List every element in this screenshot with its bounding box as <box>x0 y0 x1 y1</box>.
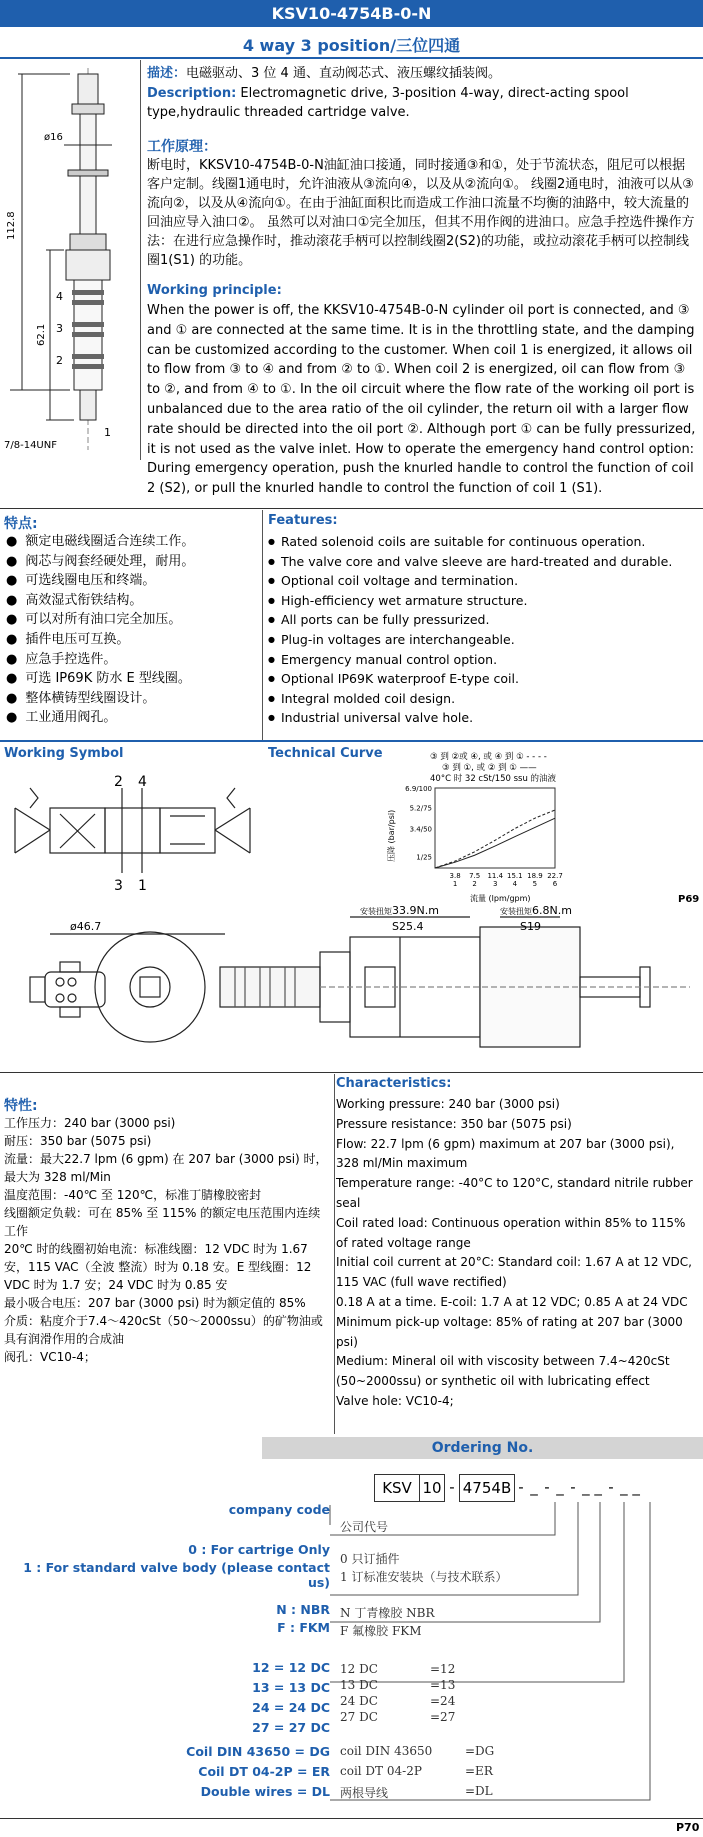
order-option: company code <box>228 1502 330 1517</box>
list-item: ● Optional IP69K waterproof E-type coil. <box>268 669 698 689</box>
code-part: - <box>570 1478 576 1496</box>
code-part: - <box>449 1478 455 1496</box>
order-option-zh: F 氟橡胶 FKM <box>340 1624 422 1638</box>
list-item: ● 阀芯与阀套经硬处理，耐用。 <box>6 552 261 572</box>
code-part: _ <box>530 1478 538 1496</box>
technical-curve-chart <box>375 783 595 908</box>
y-tick-label: 5.2/75 <box>409 804 432 813</box>
order-option-val: =13 <box>430 1678 456 1692</box>
ordering-rows <box>0 1500 703 1830</box>
x-tick-label: 7.5 <box>469 872 481 880</box>
divider <box>0 1072 703 1073</box>
order-option: 1 : For standard valve body (please contact us) <box>23 1560 330 1590</box>
order-option: 13 = 13 DC <box>252 1680 330 1695</box>
curve-legend <box>430 752 590 785</box>
characteristics-zh-heading: 特性: <box>4 1098 38 1114</box>
principle-en-text: When the power is off, the KKSV10-4754B-0-N cylinder oil port is connected, and ③ and ① are connected at the same time. It is in the throttling state, and the damping can be customized according to the customer. When coil 1 is energized, it allows oil to flow from ③ to ④ and from ② to ①. When coil 2 is energized, oil can flow from ③ to ②, and from ④ to ①. In the oil circuit where the flow rate of the working oil port is unbalanced due to the area ratio of the oil cylinder, the return oil with a larger flow rate should be directed into the oil port ②. Although port ① can be fully pressurized, it is not used as the valve inlet. How to operate the emergency hand control option: During emergency operation, push the knurled handle to control the function of coil 2 (S2), or pull the knurled handle to control the function of coil 1 (S1). <box>147 303 696 497</box>
order-option-zh: N 丁青橡胶 NBR <box>340 1606 435 1620</box>
divider <box>0 740 703 742</box>
divider <box>0 57 703 59</box>
symbol-heading: Working Symbol <box>4 746 124 761</box>
order-option: Coil DIN 43650 = DG <box>186 1744 330 1759</box>
order-option-val: =DG <box>465 1744 495 1758</box>
list-item: ● Optional coil voltage and termination. <box>268 571 698 591</box>
code-part: _ <box>556 1478 564 1496</box>
code-part: KSV <box>374 1474 420 1502</box>
list-item: ● Industrial universal valve hole. <box>268 708 698 728</box>
char-line: 流量：最大22.7 lpm (6 gpm) 在 207 bar (3000 psi) 时，最大为 328 ml/Min <box>4 1152 328 1184</box>
char-line: Medium: Mineral oil with viscosity between 7.4~420cSt (50~2000ssu) or synthetic oil with lubricating effect <box>336 1354 670 1389</box>
char-line: 20℃ 时的线圈初始电流：标准线圈：12 VDC 时为 1.67 安，115 VAC（全波 整流）时为 0.18 安。E 型线圈：12 VDC 时为 1.7 安；24 VDC 时为 0.85 安 <box>4 1242 312 1292</box>
legend-line-3: 40°C 时 32 cSt/150 ssu 的油液 <box>430 774 557 784</box>
char-line: 工作压力：240 bar (3000 psi) <box>4 1116 176 1130</box>
dim-lower: 62.1 <box>36 323 47 346</box>
dimension-drawing <box>0 60 140 460</box>
order-option-zh: 24 DC <box>340 1694 378 1708</box>
list-item: ● All ports can be fully pressurized. <box>268 610 698 630</box>
x-tick-label: 15.1 <box>507 872 523 880</box>
char-line: Initial coil current at 20°C: Standard coil: 1.67 A at 12 VDC, 115 VAC (full wave rectified) <box>336 1255 692 1290</box>
char-line: Temperature range: -40°C to 120°C, standard nitrile rubber seal <box>336 1176 693 1210</box>
principle-en-heading: Working principle: <box>147 283 282 298</box>
assembly-drawing <box>0 904 703 1052</box>
divider <box>0 1818 703 1819</box>
code-part: - <box>544 1478 550 1496</box>
list-item: ● 整体横铸型线圈设计。 <box>6 689 261 709</box>
x-tick-label: 3.8 <box>449 872 461 880</box>
char-line: 阀孔：VC10-4； <box>4 1350 96 1364</box>
legend-line-2: ③ 到 ①, 或 ② 到 ① —— <box>442 763 537 773</box>
dim-overall: 112.8 <box>6 211 17 240</box>
y-tick-label: 6.9/100 <box>405 785 432 793</box>
code-part: - <box>608 1478 614 1496</box>
order-option-zh: 13 DC <box>340 1678 378 1692</box>
page-title: KSV10-4754B-0-N <box>0 0 703 27</box>
list-item: ● 高效湿式衔铁结构。 <box>6 591 261 611</box>
y-tick-label: 3.4/50 <box>409 825 432 834</box>
order-option: 0 : For cartrige Only <box>188 1542 330 1557</box>
order-option: Double wires = DL <box>200 1784 330 1799</box>
code-part: 4754B <box>459 1474 515 1502</box>
code-part: _ _ <box>582 1478 602 1496</box>
char-line: 介质：粘度介于7.4～420cSt（50～2000ssu）的矿物油或具有润滑作用的合成油 <box>4 1314 323 1346</box>
char-line: 耐压：350 bar (5075 psi) <box>4 1134 152 1148</box>
series-line-1 <box>435 810 555 868</box>
page-number: P69 <box>678 894 700 905</box>
principle-zh-heading: 工作原理： <box>147 139 217 155</box>
list-item: ● 可以对所有油口完全加压。 <box>6 610 261 630</box>
port-label: 1 <box>138 878 147 894</box>
principle-zh-text: 断电时，KKSV10-4754B-0-N油缸油口接通，同时接通③和①，处于节流状态，阻尼可以根据客户定制。线圈1通电时，允许油液从③流向④，以及从②流向①。 线圈2通电时，油液可以从③流向②，以及从④流向①。在由于油缸面积比而造成工作油口流量不均衡的油路中，较大流量的回油应导入油口②。 虽然可以对油口①完全加压，但其不用作阀的进油口。应急手控选件操作方法：在进行应急操作时，推动滚花手柄可以控制线圈2(S2)的功能，或拉动滚花手柄可以控制线圈1(S1) 的功能。 <box>147 158 695 268</box>
list-item: ● 可选线圈电压和终端。 <box>6 571 261 591</box>
char-line: Valve hole: VC10-4; <box>336 1393 454 1408</box>
order-option-zh: 0 只订插件 <box>340 1552 400 1566</box>
port-label: 2 <box>114 774 123 790</box>
char-line: 线圈额定负载：可在 85% 至 115% 的额定电压范围内连续工作 <box>4 1206 321 1238</box>
features-en-heading: Features: <box>268 513 338 528</box>
order-option-val: =12 <box>430 1662 456 1676</box>
features-zh-heading: 特点: <box>4 516 38 532</box>
features-en-list <box>268 532 698 728</box>
char-line: 0.18 A at a time. E-coil: 1.7 A at 12 VDC; 0.85 A at 24 VDC <box>336 1294 688 1309</box>
hydraulic-symbol <box>10 774 260 898</box>
port-label: 3 <box>114 878 123 894</box>
page-subtitle: 4 way 3 position/三位四通 <box>242 36 461 55</box>
x-tick-label: 22.7 <box>547 872 563 880</box>
torque2-label: 安装扭矩 <box>500 907 532 916</box>
wrench2-size: S19 <box>520 920 541 933</box>
characteristics-zh <box>4 1114 329 1366</box>
list-item: ● 可选 IP69K 防水 E 型线圈。 <box>6 669 261 689</box>
x-tick-label: 2 <box>472 880 477 888</box>
port-label: 4 <box>56 290 63 303</box>
port-label: 1 <box>104 426 111 439</box>
order-option-val: =DL <box>465 1784 493 1798</box>
x-tick-label: 11.4 <box>487 872 504 880</box>
x-tick-label: 6 <box>552 880 558 888</box>
order-option: F : FKM <box>277 1620 330 1635</box>
code-part: 10 <box>420 1474 445 1502</box>
torque1-value: 33.9N.m <box>392 904 439 917</box>
port-label: 2 <box>56 354 63 367</box>
ordering-code <box>374 1474 643 1502</box>
order-option: N : NBR <box>276 1602 330 1617</box>
description-zh: 描述：电磁驱动、3 位 4 通、直动阀芯式、液压螺纹插装阀。 <box>147 66 501 81</box>
list-item: ● 插件电压可互换。 <box>6 630 261 650</box>
torque2-value: 6.8N.m <box>532 904 572 917</box>
x-tick-label: 3 <box>493 880 498 888</box>
series-line-2 <box>435 818 555 868</box>
order-option-zh: 公司代号 <box>340 1520 389 1534</box>
dim-diameter: ø16 <box>44 132 63 143</box>
characteristics-en-heading: Characteristics: <box>336 1076 452 1091</box>
wrench1-size: S25.4 <box>392 920 424 933</box>
order-option-zh: 两根导线 <box>340 1786 389 1800</box>
divider <box>0 508 703 509</box>
char-line: Pressure resistance: 350 bar (5075 psi) <box>336 1116 572 1131</box>
column-divider <box>140 60 141 460</box>
order-option: Coil DT 04-2P = ER <box>198 1764 330 1779</box>
plot-frame <box>435 788 555 868</box>
char-line: Working pressure: 240 bar (3000 psi) <box>336 1097 560 1111</box>
order-option-zh: coil DIN 43650 <box>340 1744 433 1758</box>
order-option-zh: 27 DC <box>340 1710 378 1724</box>
characteristics-en <box>336 1095 699 1412</box>
y-tick-label: 1/25 <box>416 853 432 862</box>
order-option: 24 = 24 DC <box>252 1700 330 1715</box>
order-option-val: =ER <box>465 1764 493 1778</box>
list-item: ● The valve core and valve sleeve are hard-treated and durable. <box>268 552 698 572</box>
order-option-zh: 1 订标准安装块（与技术联系） <box>340 1570 508 1584</box>
char-line: Flow: 22.7 lpm (6 gpm) maximum at 207 bar (3000 psi), 328 ml/Min maximum <box>336 1136 675 1171</box>
chart-xlabel: 流量 (lpm/gpm) <box>470 894 531 903</box>
order-option-val: =24 <box>430 1694 456 1708</box>
chart-ylabel: 压降 (bar/psi) <box>387 809 396 862</box>
x-tick-label: 4 <box>512 880 518 888</box>
order-option-zh: coil DT 04-2P <box>340 1764 422 1778</box>
list-item: ● Rated solenoid coils are suitable for continuous operation. <box>268 532 698 552</box>
char-line: Minimum pick-up voltage: 85% of rating at 207 bar (3000 psi) <box>336 1314 683 1349</box>
list-item: ● High-efficiency wet armature structure. <box>268 591 698 611</box>
column-divider <box>334 1074 335 1434</box>
list-item: ● Plug-in voltages are interchangeable. <box>268 630 698 650</box>
column-divider <box>262 510 263 740</box>
order-option-val: =27 <box>430 1710 456 1724</box>
port-label: 3 <box>56 322 63 335</box>
order-option-zh: 12 DC <box>340 1662 378 1676</box>
ordering-heading: Ordering No. <box>262 1437 703 1459</box>
description-en: Description: Electromagnetic drive, 3-position 4-way, direct-acting spool type,hydraulic threaded cartridge valve. <box>147 86 629 120</box>
list-item: ● 工业通用阀孔。 <box>6 708 261 728</box>
list-item: ● 额定电磁线圈适合连续工作。 <box>6 532 261 552</box>
code-part: - <box>518 1478 524 1496</box>
x-tick-label: 5 <box>532 880 538 888</box>
order-option: 12 = 12 DC <box>252 1660 330 1675</box>
port-label: 4 <box>138 774 147 790</box>
torque1-label: 安装扭矩 <box>360 907 392 916</box>
order-option: 27 = 27 DC <box>252 1720 330 1735</box>
list-item: ● 应急手控选件。 <box>6 650 261 670</box>
char-line: 最小吸合电压：207 bar (3000 psi) 时为额定值的 85% <box>4 1296 306 1310</box>
char-line: 温度范围：-40℃ 至 120℃，标准丁腈橡胶密封 <box>4 1188 262 1202</box>
features-zh-list <box>6 532 261 728</box>
code-part: _ _ <box>620 1478 640 1496</box>
x-tick-label: 1 <box>452 880 458 888</box>
legend-line-1: ③ 到 ②或 ④, 或 ④ 到 ① - - - - <box>430 752 547 762</box>
curve-heading: Technical Curve <box>268 746 383 761</box>
dim-coil-diameter: ø46.7 <box>70 920 102 933</box>
x-tick-label: 18.9 <box>527 872 543 880</box>
page-number: P70 <box>676 1821 700 1834</box>
list-item: ● Integral molded coil design. <box>268 689 698 709</box>
char-line: Coil rated load: Continuous operation within 85% to 115% of rated voltage range <box>336 1215 686 1250</box>
dim-thread: 7/8-14UNF <box>4 440 57 451</box>
list-item: ● Emergency manual control option. <box>268 650 698 670</box>
